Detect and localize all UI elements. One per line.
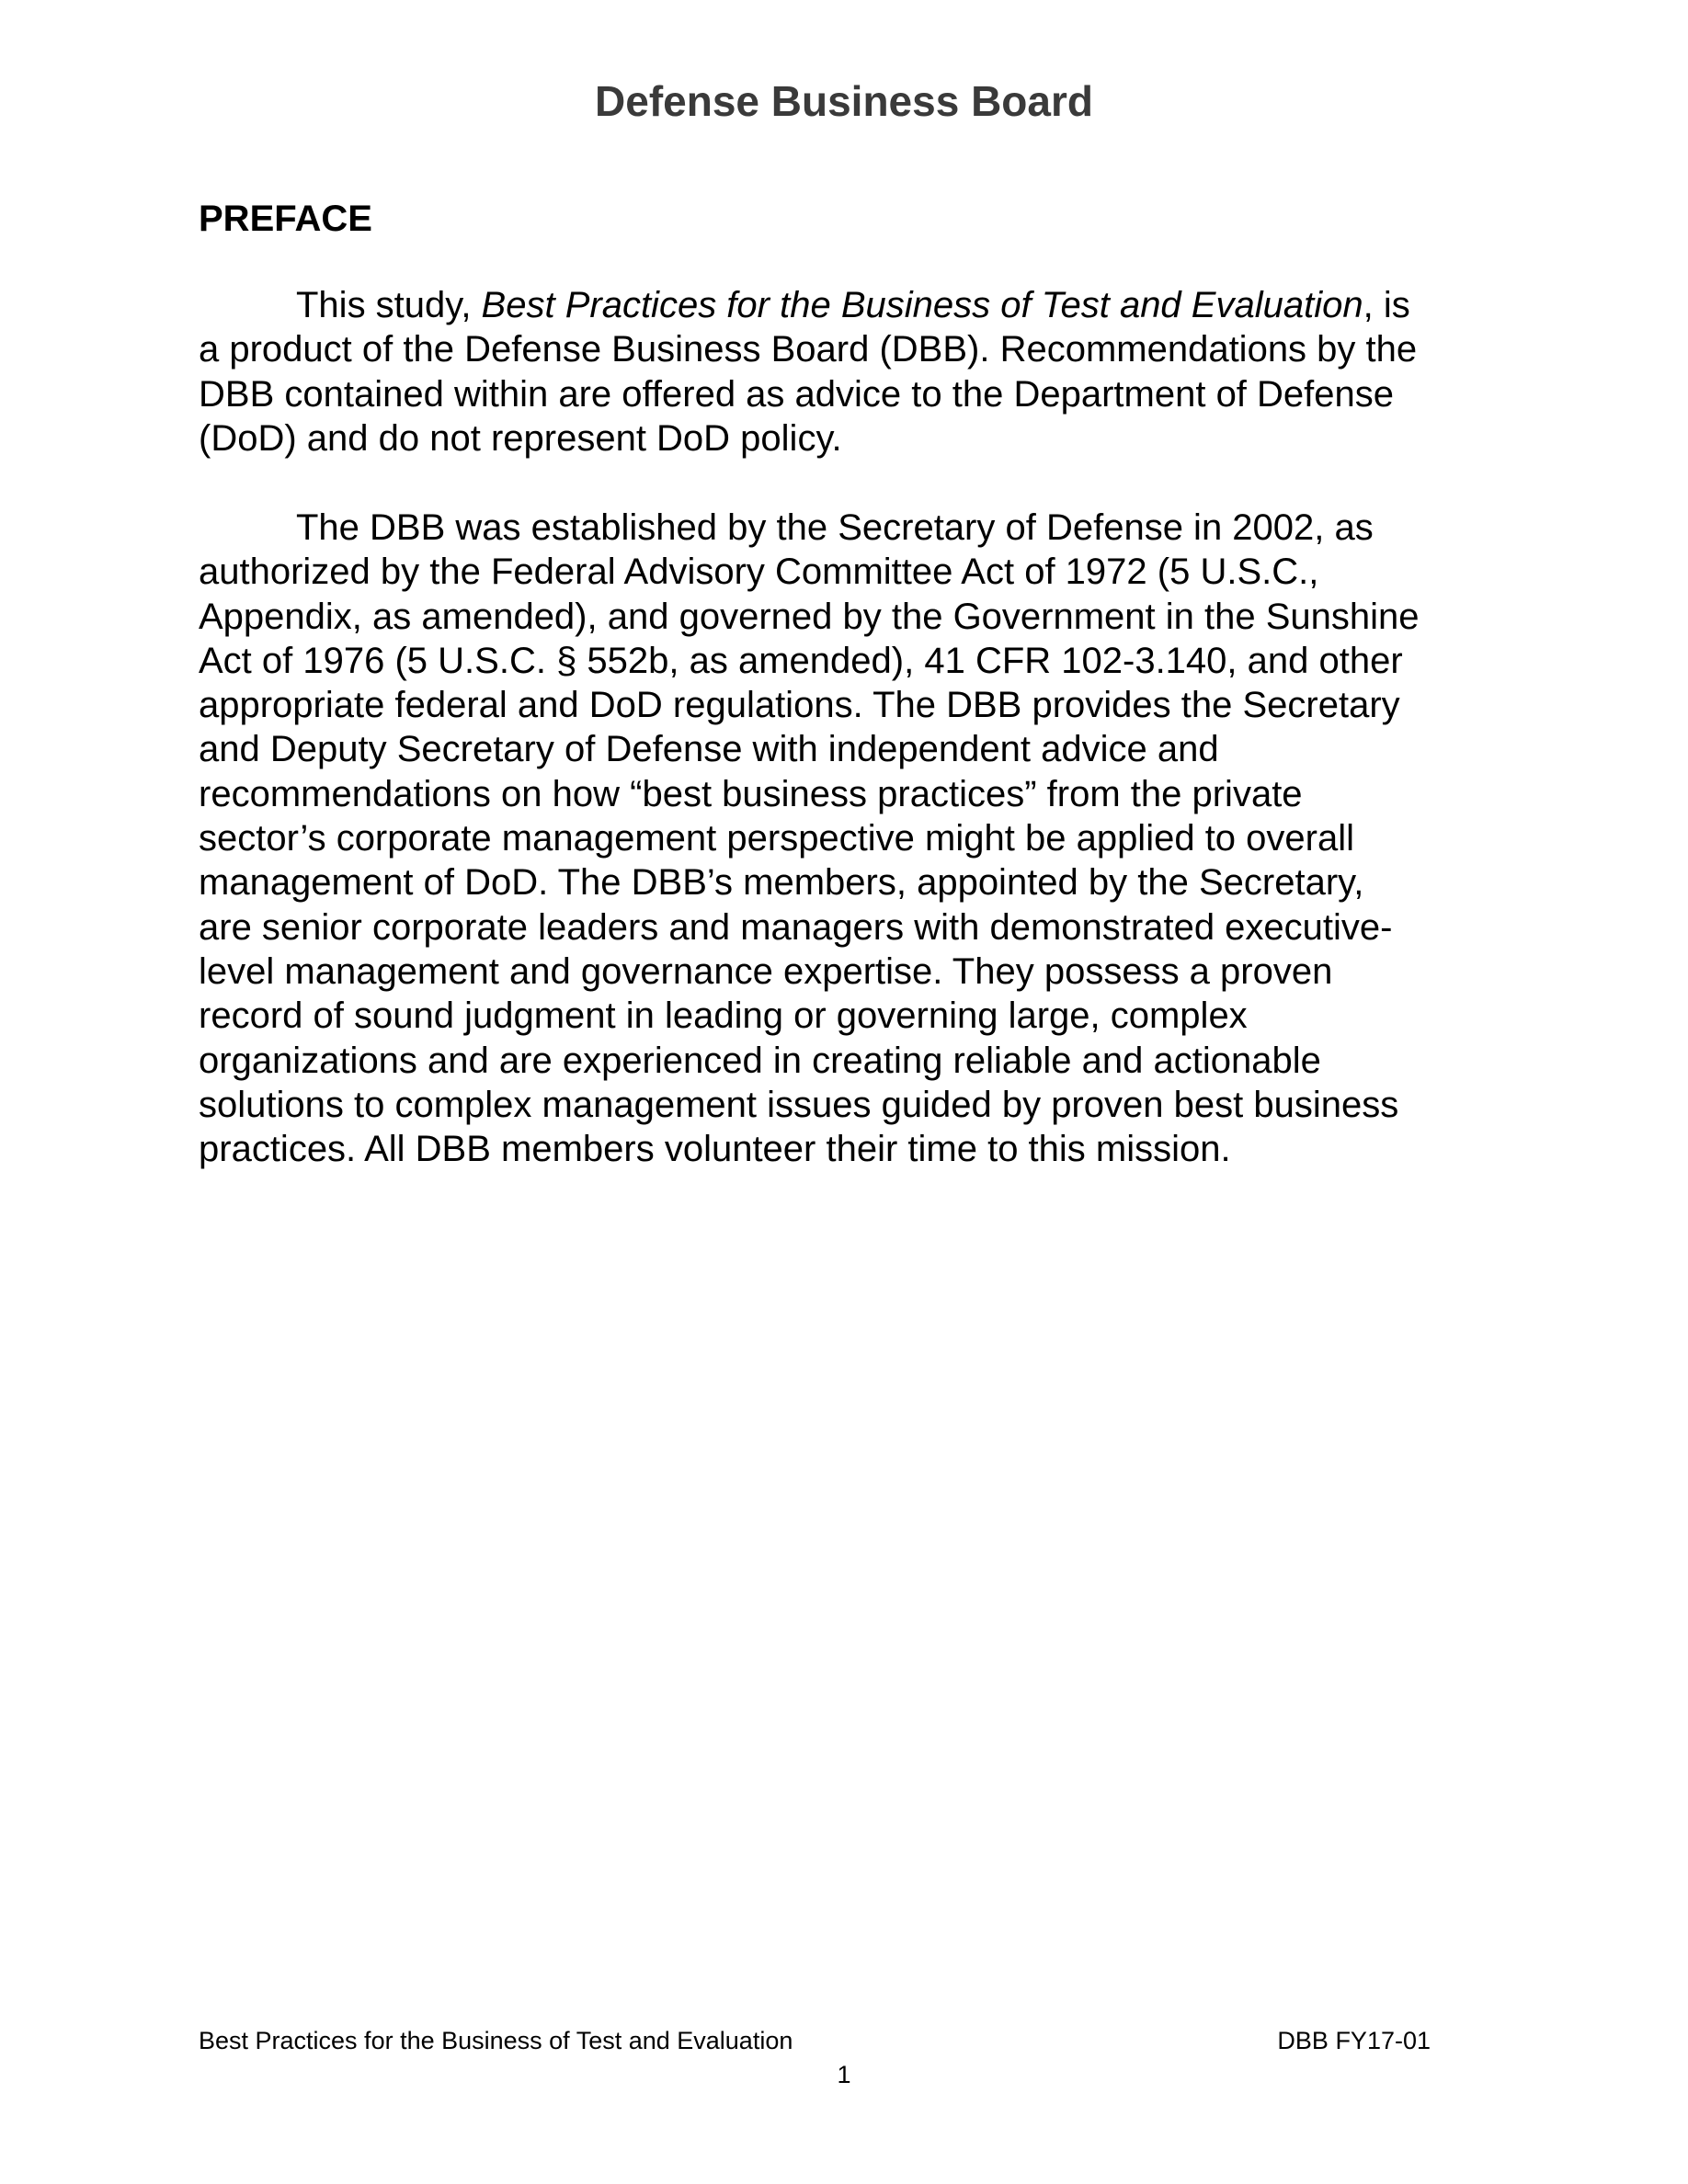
line-prefix: This study, <box>296 285 482 325</box>
paragraph-line <box>199 283 1486 327</box>
footer-document-id: DBB FY17-01 <box>1277 2027 1431 2054</box>
paragraph-line: The DBB was established by the Secretary of Defense in 2002, as <box>296 507 1374 548</box>
section-heading: PREFACE <box>199 199 372 239</box>
line-suffix: , is <box>1363 285 1410 325</box>
paragraph-line: DBB contained within are offered as advice to the Department of Defense <box>199 373 1395 415</box>
paragraph-line: record of sound judgment in leading or governing large, complex <box>199 995 1248 1037</box>
paragraph-line: management of DoD. The DBB’s members, appointed by the Secretary, <box>199 862 1364 904</box>
preface-paragraph-2 <box>199 506 1486 1171</box>
paragraph-line: organizations and are experienced in creating reliable and actionable <box>199 1040 1321 1081</box>
paragraph-line: practices. All DBB members volunteer their time to this mission. <box>199 1129 1231 1170</box>
paragraph-line: a product of the Defense Business Board (DBB). Recommendations by the <box>199 329 1418 370</box>
paragraph-line: authorized by the Federal Advisory Committee Act of 1972 (5 U.S.C., <box>199 552 1319 593</box>
paragraph-line: (DoD) and do not represent DoD policy. <box>199 417 842 459</box>
paragraph-line: are senior corporate leaders and managers with demonstrated executive- <box>199 906 1393 948</box>
paragraph-line: Act of 1976 (5 U.S.C. § 552b, as amended), 41 CFR 102-3.140, and other <box>199 640 1403 681</box>
preface-paragraph-1 <box>199 283 1486 461</box>
page-number: 1 <box>837 2061 851 2088</box>
paragraph-line: Appendix, as amended), and governed by the Government in the Sunshine <box>199 596 1420 637</box>
paragraph-line: solutions to complex management issues guided by proven best business <box>199 1084 1399 1125</box>
paragraph-line: sector’s corporate management perspective might be applied to overall <box>199 818 1354 859</box>
footer-document-title: Best Practices for the Business of Test and Evaluation <box>199 2027 793 2054</box>
page-title: Defense Business Board <box>595 77 1093 125</box>
study-title-italic: Best Practices for the Business of Test and Evaluation <box>481 285 1363 325</box>
paragraph-line: level management and governance expertise. They possess a proven <box>199 950 1333 992</box>
paragraph-line: appropriate federal and DoD regulations. The DBB provides the Secretary <box>199 685 1400 726</box>
paragraph-line: recommendations on how “best business practices” from the private <box>199 773 1303 814</box>
paragraph-line: and Deputy Secretary of Defense with independent advice and <box>199 729 1219 770</box>
